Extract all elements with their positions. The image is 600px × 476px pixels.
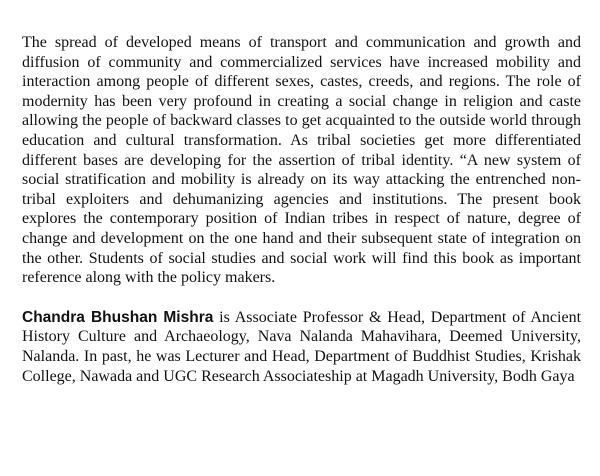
author-bio-text: is Associate Professor & Head, Department of Ancient History Culture and Archaeology, Nava Nalanda Mahavihara, Deemed University, Nalanda. In past, he was Lecturer and Head, Department of Buddhist Studies, Krishak College, Nawada and UGC Research Associateship at Magadh University, Bodh Gaya — [22, 308, 582, 385]
book-back-cover-text — [22, 33, 581, 386]
author-bio — [22, 308, 581, 386]
book-description: The spread of developed means of transport and communication and growth and diffusion of community and commercialized services have increased mobility and interaction among people of different sexes, castes, creeds, and regions. The role of modernity has been very profound in creating a social change in religion and caste allowing the people of backward classes to get acquainted to the outside world through education and cultural transformation. As tribal societies get more differentiated different bases are developing for the assertion of tribal identity. “A new system of social stratification and mobility is already on its way attacking the entrenched non-tribal exploiters and dehumanizing agencies and institutions. The present book explores the contemporary position of Indian tribes in respect of nature, degree of change and development on the one hand and their subsequent state of integration on the other. Students of social studies and social work will find this book as important reference along with the policy makers. — [22, 34, 581, 287]
author-name: Chandra Bhushan Mishra — [22, 308, 214, 326]
